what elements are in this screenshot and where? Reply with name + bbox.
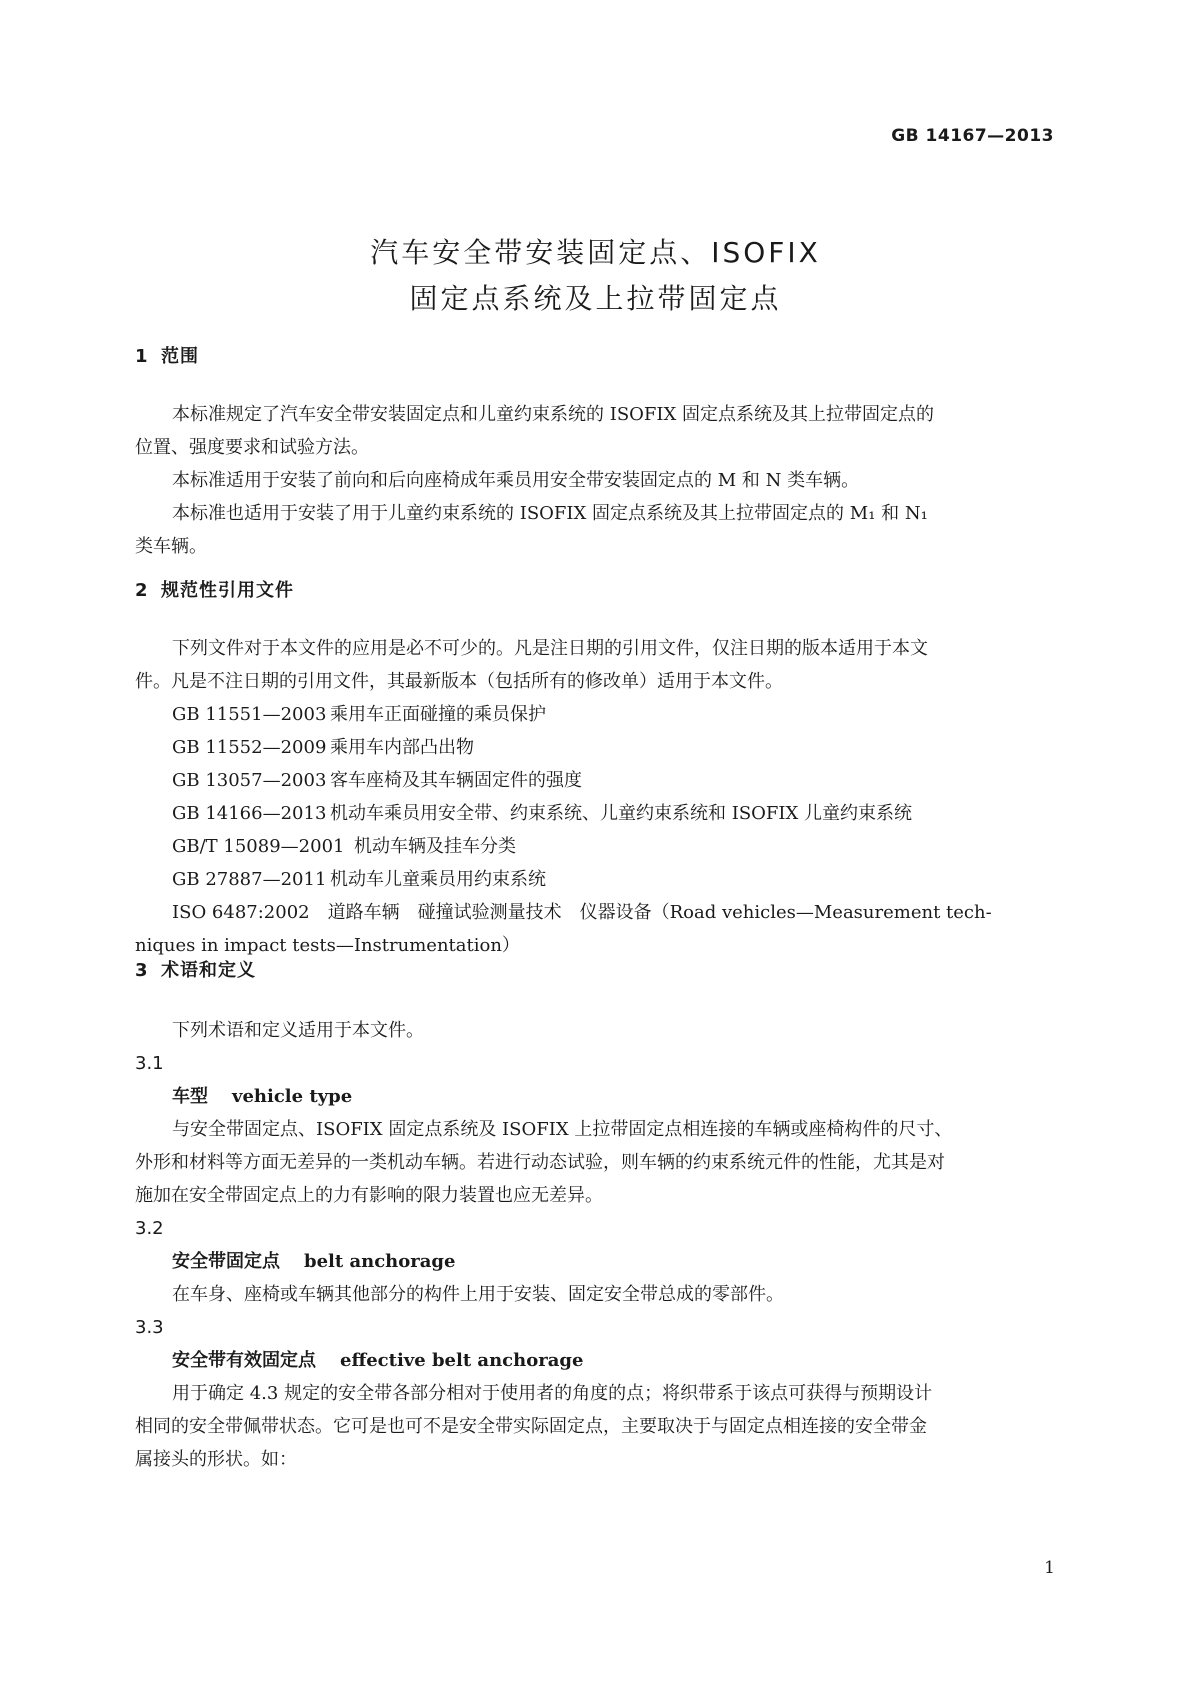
reference-item (135, 797, 1057, 830)
reference-code: GB 13057—2003 (172, 770, 327, 791)
paragraph-line: 位置、强度要求和试验方法。 (135, 437, 369, 458)
term-zh: 车型 (172, 1086, 208, 1107)
paragraph-line: 本标准也适用于安装了用于儿童约束系统的 ISOFIX 固定点系统及其上拉带固定点的 M₁ 和 N₁ (172, 503, 928, 524)
definition-line: 施加在安全带固定点上的力有影响的限力装置也应无差异。 (135, 1185, 603, 1206)
reference-title: 机动车儿童乘员用约束系统 (330, 869, 546, 890)
paragraph-line: 下列术语和定义适用于本文件。 (172, 1020, 424, 1041)
clause-number: 3.1 (135, 1053, 164, 1074)
reference-code: GB 27887—2011 (172, 869, 327, 890)
reference-code: GB/T 15089—2001 (172, 836, 345, 857)
definition-line: 相同的安全带佩带状态。它可是也可不是安全带实际固定点，主要取决于与固定点相连接的安全带金 (135, 1416, 927, 1437)
reference-item-iso: ISO 6487:2002 道路车辆 碰撞试验测量技术 仪器设备（Road vehicles—Measurement tech- (172, 902, 992, 923)
term-zh: 安全带固定点 (172, 1251, 280, 1272)
definition-line: 在车身、座椅或车辆其他部分的构件上用于安装、固定安全带总成的零部件。 (172, 1284, 784, 1305)
section-3 (135, 954, 1057, 987)
section-2-heading: 2 规范性引用文件 (135, 580, 294, 601)
reference-title: 乘用车内部凸出物 (330, 737, 474, 758)
reference-title: 机动车辆及挂车分类 (354, 836, 516, 857)
section-1 (135, 340, 1057, 373)
reference-code: GB 11552—2009 (172, 737, 327, 758)
definition-line: 外形和材料等方面无差异的一类机动车辆。若进行动态试验，则车辆的约束系统元件的性能，尤其是对 (135, 1152, 945, 1173)
section-3-heading: 3 术语和定义 (135, 960, 256, 981)
clause-number: 3.2 (135, 1218, 164, 1239)
reference-code: GB 11551—2003 (172, 704, 327, 725)
term-en: effective belt anchorage (340, 1350, 584, 1371)
term-entry (135, 1245, 1057, 1278)
page-number: 1 (1044, 1558, 1055, 1578)
term-en: vehicle type (232, 1086, 353, 1107)
paragraph-line: 类车辆。 (135, 536, 207, 557)
section-1-body (135, 398, 1057, 563)
paragraph-line: 下列文件对于本文件的应用是必不可少的。凡是注日期的引用文件，仅注日期的版本适用于本文 (172, 638, 928, 659)
reference-item (135, 764, 1057, 797)
standard-code: GB 14167—2013 (891, 126, 1054, 146)
reference-item (135, 698, 1057, 731)
term-entry (135, 1080, 1057, 1113)
reference-item-iso-cont: niques in impact tests—Instrumentation） (135, 935, 520, 956)
reference-code: GB 14166—2013 (172, 803, 327, 824)
term-en: belt anchorage (304, 1251, 456, 1272)
clause-number: 3.3 (135, 1317, 164, 1338)
section-2-body (135, 632, 1057, 962)
paragraph-line: 本标准适用于安装了前向和后向座椅成年乘员用安全带安装固定点的 M 和 N 类车辆。 (172, 470, 860, 491)
reference-title: 乘用车正面碰撞的乘员保护 (330, 704, 546, 725)
title-line-1: 汽车安全带安装固定点、ISOFIX (370, 236, 821, 269)
reference-title: 机动车乘员用安全带、约束系统、儿童约束系统和 ISOFIX 儿童约束系统 (330, 803, 913, 824)
section-3-body (135, 1014, 1057, 1476)
reference-item (135, 830, 1057, 863)
title-line-2: 固定点系统及上拉带固定点 (409, 282, 782, 315)
reference-title: 客车座椅及其车辆固定件的强度 (330, 770, 582, 791)
document-title (0, 230, 1191, 322)
reference-item (135, 863, 1057, 896)
section-1-heading: 1 范围 (135, 346, 199, 367)
definition-line: 属接头的形状。如： (135, 1449, 297, 1470)
section-2 (135, 574, 1057, 607)
definition-line: 用于确定 4.3 规定的安全带各部分相对于使用者的角度的点；将织带系于该点可获得与预期设计 (172, 1383, 933, 1404)
paragraph-line: 件。凡是不注日期的引用文件，其最新版本（包括所有的修改单）适用于本文件。 (135, 671, 783, 692)
term-entry (135, 1344, 1057, 1377)
reference-item (135, 731, 1057, 764)
paragraph-line: 本标准规定了汽车安全带安装固定点和儿童约束系统的 ISOFIX 固定点系统及其上拉带固定点的 (172, 404, 935, 425)
definition-line: 与安全带固定点、ISOFIX 固定点系统及 ISOFIX 上拉带固定点相连接的车辆或座椅构件的尺寸、 (172, 1119, 953, 1140)
term-zh: 安全带有效固定点 (172, 1350, 316, 1371)
